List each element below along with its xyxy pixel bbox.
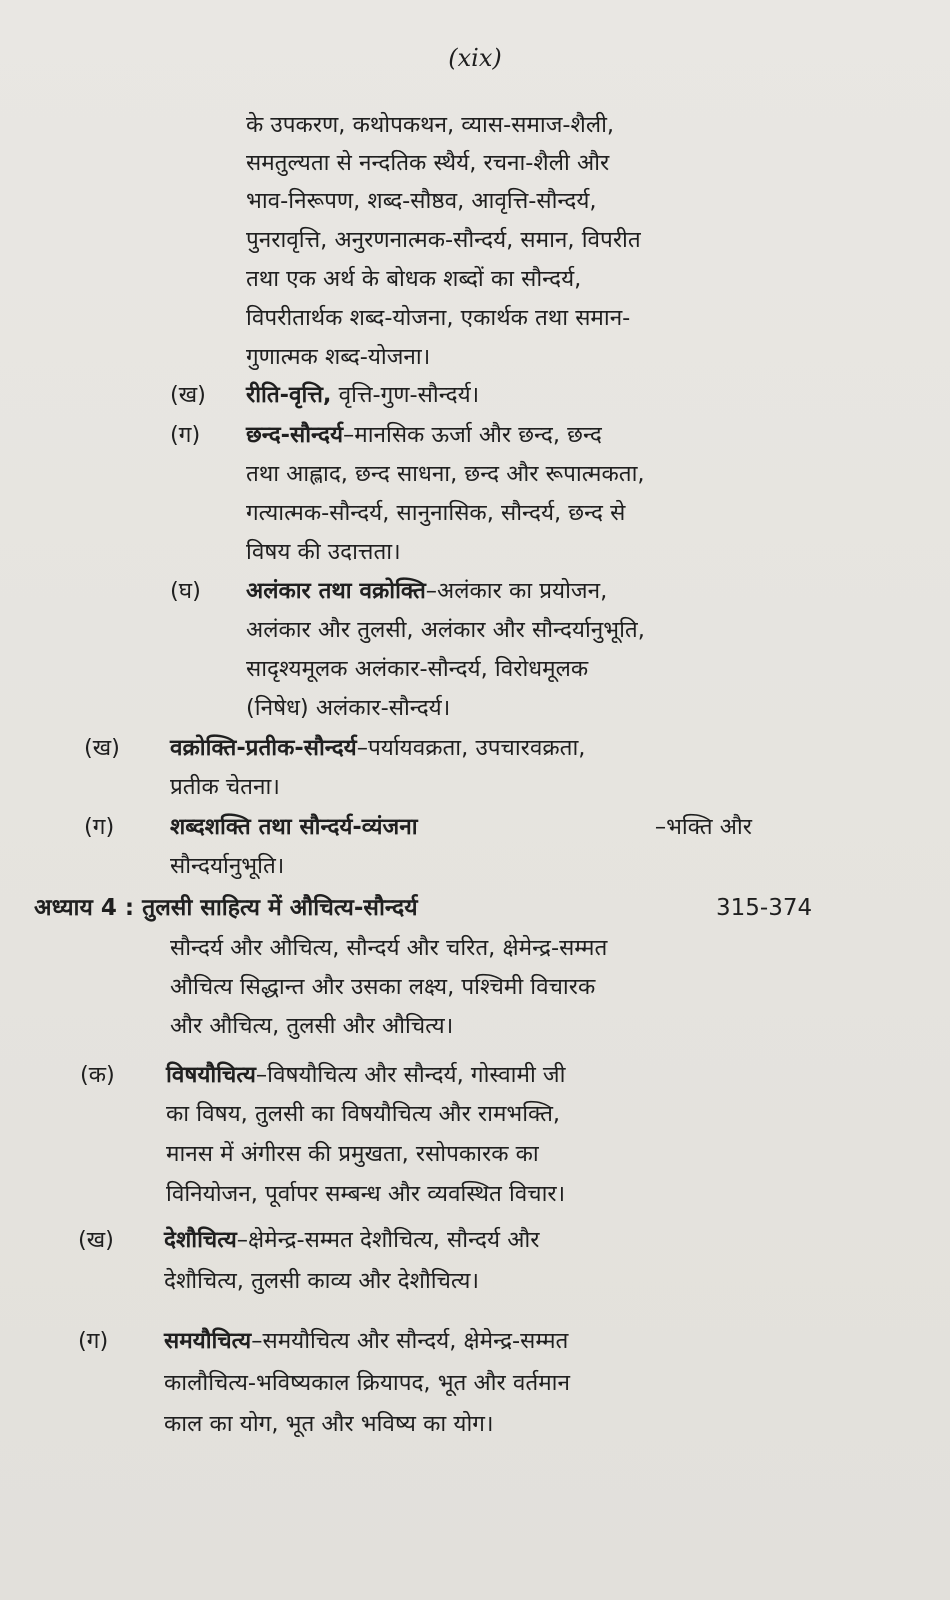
sec-kha-line: प्रतीक चेतना। [170, 774, 280, 800]
sub-gha-label: (घ) [170, 578, 201, 604]
sub-gha-first: –अलंकार का प्रयोजन, [425, 578, 608, 604]
sub-ga-title: छन्द-सौन्दर्य [246, 422, 343, 448]
intro-line: पुनरावृत्ति, अनुरणनात्मक-सौन्दर्य, समान, विपरीत [246, 227, 641, 253]
ch-ka-line: का विषय, तुलसी का विषयौचित्य और रामभक्ति, [166, 1101, 561, 1127]
ch-ga-line: कालौचित्य-भविष्यकाल क्रियापद, भूत और वर्तमान [164, 1370, 570, 1396]
sec-ga-line: सौन्दर्यानुभूति। [170, 853, 285, 879]
sec-kha-label: (ख) [84, 735, 120, 761]
sub-gha-line: सादृश्यमूलक अलंकार-सौन्दर्य, विरोधमूलक [246, 656, 589, 682]
ch-kha-line: देशौचित्य, तुलसी काव्य और देशौचित्य। [164, 1268, 480, 1294]
ch-kha-label: (ख) [78, 1227, 114, 1253]
intro-line: गुणात्मक शब्द-योजना। [246, 344, 431, 370]
ch-ga-line: काल का योग, भूत और भविष्य का योग। [164, 1411, 494, 1437]
sub-ga-entry [246, 424, 602, 447]
ch-ka-label: (क) [80, 1062, 115, 1088]
sub-gha-line: (निषेध) अलंकार-सौन्दर्य। [246, 695, 451, 721]
sub-gha-entry [246, 580, 607, 603]
ch-ka-line: मानस में अंगीरस की प्रमुखता, रसोपकारक का [166, 1141, 539, 1167]
sub-kha-text: वृत्ति-गुण-सौन्दर्य। [331, 382, 480, 408]
ch-ka-title: विषयौचित्य [166, 1062, 256, 1088]
chapter-line: और औचित्य, तुलसी और औचित्य। [170, 1013, 454, 1039]
intro-line: तथा एक अर्थ के बोधक शब्दों का सौन्दर्य, [246, 266, 582, 292]
sec-ga-first: –भक्ति और [654, 814, 752, 840]
sec-kha-first: –पर्यायवक्रता, उपचारवक्रता, [356, 735, 586, 761]
sub-gha-title: अलंकार तथा वक्रोक्ति [246, 578, 426, 604]
sec-ga-title: शब्दशक्ति तथा सौन्दर्य-व्यंजना [170, 814, 418, 840]
sub-ga-label: (ग) [170, 422, 201, 448]
sec-kha-entry [170, 737, 585, 760]
sub-kha-label: (ख) [170, 382, 206, 408]
sec-ga-entry [170, 816, 752, 839]
intro-line: विपरीतार्थक शब्द-योजना, एकार्थक तथा समान- [246, 305, 631, 331]
sub-ga-line: विषय की उदात्तता। [246, 539, 401, 565]
intro-line: के उपकरण, कथोपकथन, व्यास-समाज-शैली, [246, 112, 615, 138]
ch-kha-first: –क्षेमेन्द्र-सम्मत देशौचित्य, सौन्दर्य और [236, 1227, 540, 1253]
ch-ga-title: समयौचित्य [164, 1328, 252, 1354]
sec-kha-title: वक्रोक्ति-प्रतीक-सौन्दर्य [170, 735, 357, 761]
sub-ga-line: गत्यात्मक-सौन्दर्य, सानुनासिक, सौन्दर्य, छन्द से [246, 500, 626, 526]
ch-ka-line: विनियोजन, पूर्वापर सम्बन्ध और व्यवस्थित विचार। [166, 1181, 566, 1207]
ch-ka-first: –विषयौचित्य और सौन्दर्य, गोस्वामी जी [255, 1062, 566, 1088]
ch-ga-label: (ग) [78, 1328, 109, 1354]
chapter-page-range: 315-374 [716, 895, 813, 921]
ch-ga-first: –समयौचित्य और सौन्दर्य, क्षेमेन्द्र-सम्मत [251, 1328, 569, 1354]
sub-kha-title: रीति-वृत्ति, [246, 382, 332, 408]
sub-ga-line: तथा आह्लाद, छन्द साधना, छन्द और रूपात्मकता, [246, 461, 645, 487]
chapter-heading: अध्याय 4 : तुलसी साहित्य में औचित्य-सौन्दर्य [34, 895, 418, 921]
sec-ga-label: (ग) [84, 814, 115, 840]
sub-kha-entry [246, 384, 479, 407]
chapter-line: औचित्य सिद्धान्त और उसका लक्ष्य, पश्चिमी विचारक [170, 974, 596, 1000]
ch-kha-entry [164, 1229, 539, 1252]
intro-line: समतुल्यता से नन्दतिक स्थैर्य, रचना-शैली और [246, 150, 610, 176]
ch-ka-entry [166, 1064, 565, 1087]
ch-kha-title: देशौचित्य [164, 1227, 237, 1253]
sub-gha-line: अलंकार और तुलसी, अलंकार और सौन्दर्यानुभूति, [246, 617, 645, 643]
ch-ga-entry [164, 1330, 568, 1353]
intro-line: भाव-निरूपण, शब्द-सौष्ठव, आवृत्ति-सौन्दर्य, [246, 188, 597, 214]
page-number: (xix) [448, 44, 502, 72]
chapter-line: सौन्दर्य और औचित्य, सौन्दर्य और चरित, क्षेमेन्द्र-सम्मत [170, 935, 608, 961]
sub-ga-first: –मानसिक ऊर्जा और छन्द, छन्द [343, 422, 602, 448]
